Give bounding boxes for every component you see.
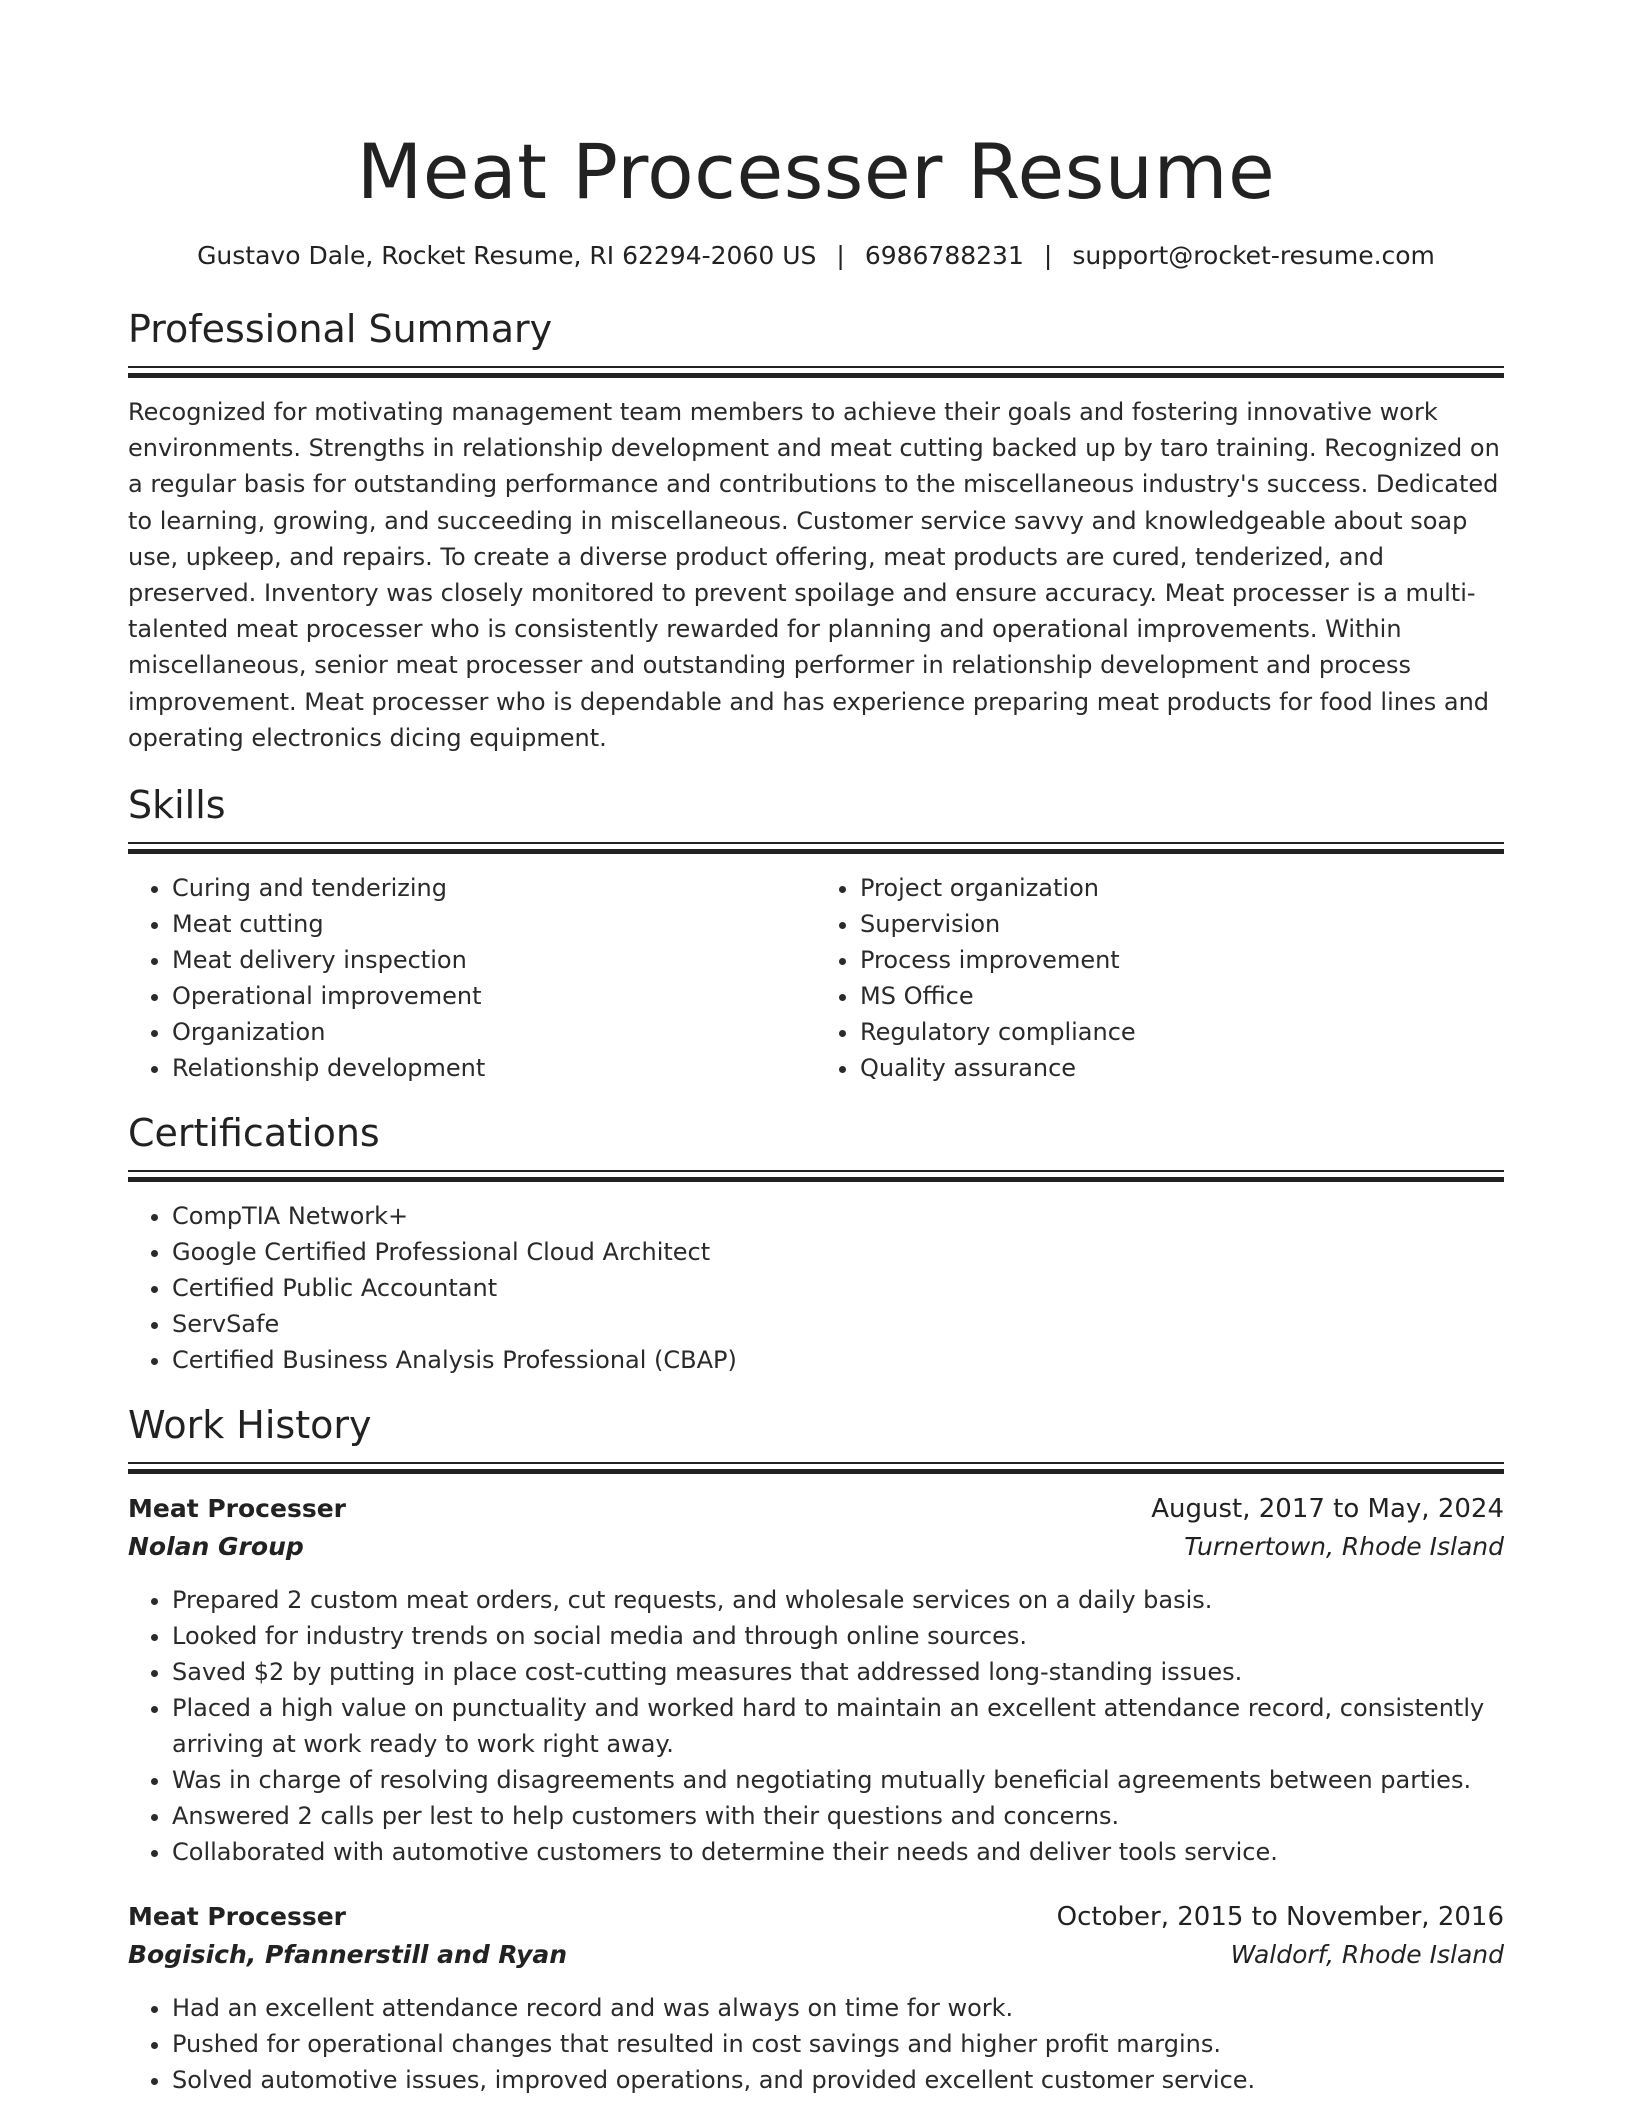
section-divider bbox=[128, 1170, 1504, 1182]
skills-list-left bbox=[128, 870, 816, 1086]
list-item: • Placed a high value on punctuality and worked hard to maintain an excellent attendance record, consistently arriving at work ready to work right away. bbox=[172, 1690, 1504, 1762]
job-entry bbox=[128, 1898, 1504, 2098]
list-item: • Answered 2 calls per lest to help customers with their questions and concerns. bbox=[172, 1798, 1504, 1834]
resume-page bbox=[128, 0, 1504, 2098]
job-company: Bogisich, Pfannerstill and Ryan bbox=[128, 1940, 568, 1970]
list-item: • Operational improvement bbox=[172, 978, 816, 1014]
list-item: • Meat delivery inspection bbox=[172, 942, 816, 978]
work-section bbox=[128, 1402, 1504, 2098]
list-item: • Was in charge of resolving disagreements and negotiating mutually beneficial agreements between parties. bbox=[172, 1762, 1504, 1798]
work-heading: Work History bbox=[128, 1403, 372, 1448]
job-bullets bbox=[128, 1582, 1504, 1870]
list-item: • Process improvement bbox=[860, 942, 1504, 978]
list-item: • Pushed for operational changes that resulted in cost savings and higher profit margins. bbox=[172, 2026, 1504, 2062]
job-header bbox=[128, 1490, 1504, 1528]
job-company: Nolan Group bbox=[128, 1532, 304, 1562]
job-title: Meat Processer bbox=[128, 1902, 347, 1932]
job-dates: October, 2015 to November, 2016 bbox=[1056, 1902, 1504, 1933]
skills-columns bbox=[128, 870, 1504, 1086]
list-item: • MS Office bbox=[860, 978, 1504, 1014]
list-item: • Curing and tenderizing bbox=[172, 870, 816, 906]
list-item: • Certified Business Analysis Professional (CBAP) bbox=[172, 1342, 1504, 1378]
certifications-section bbox=[128, 1110, 1504, 1378]
list-item: • Had an excellent attendance record and was always on time for work. bbox=[172, 1990, 1504, 2026]
list-item: • ServSafe bbox=[172, 1306, 1504, 1342]
list-item: • Google Certified Professional Cloud Architect bbox=[172, 1234, 1504, 1270]
job-subheader bbox=[128, 1528, 1504, 1566]
contact-line bbox=[128, 240, 1504, 272]
job-dates: August, 2017 to May, 2024 bbox=[1151, 1494, 1504, 1525]
contact-phone: 6986788231 bbox=[864, 241, 1024, 270]
skills-section bbox=[128, 782, 1504, 1086]
job-location: Waldorf, Rhode Island bbox=[1230, 1940, 1504, 1970]
contact-email[interactable]: support@rocket-resume.com bbox=[1072, 241, 1435, 270]
list-item: • Prepared 2 custom meat orders, cut requests, and wholesale services on a daily basis. bbox=[172, 1582, 1504, 1618]
list-item: • Solved automotive issues, improved operations, and provided excellent customer service. bbox=[172, 2062, 1504, 2098]
list-item: • Collaborated with automotive customers to determine their needs and deliver tools service. bbox=[172, 1834, 1504, 1870]
section-divider bbox=[128, 842, 1504, 854]
list-item: • Regulatory compliance bbox=[860, 1014, 1504, 1050]
job-subheader bbox=[128, 1936, 1504, 1974]
job-location: Turnertown, Rhode Island bbox=[1184, 1532, 1504, 1562]
list-item: • Saved $2 by putting in place cost-cutting measures that addressed long-standing issues. bbox=[172, 1654, 1504, 1690]
skills-heading: Skills bbox=[128, 783, 226, 828]
job-bullets bbox=[128, 1990, 1504, 2098]
skills-list-right bbox=[816, 870, 1504, 1086]
summary-section bbox=[128, 306, 1504, 756]
list-item: • Project organization bbox=[860, 870, 1504, 906]
list-item: • Organization bbox=[172, 1014, 816, 1050]
summary-text: Recognized for motivating management team members to achieve their goals and fostering innovative work environments. Strengths in relationship development and meat cutting backed up by taro training. Recognized on a regular basis for outstanding performance and contributions to the miscellaneous industry's success. Dedicated to learning, growing, and succeeding in miscellaneous. Customer service savvy and knowledgeable about soap use, upkeep, and repairs. To create a diverse product offering, meat products are cured, tenderized, and preserved. Inventory was closely monitored to prevent spoilage and ensure accuracy. Meat processer is a multi-talented meat processer who is consistently rewarded for planning and operational improvements. Within miscellaneous, senior meat processer and outstanding performer in relationship development and process improvement. Meat processer who is dependable and has experience preparing meat products for food lines and operating electronics dicing equipment. bbox=[128, 398, 1500, 752]
list-item: • Meat cutting bbox=[172, 906, 816, 942]
list-item: • CompTIA Network+ bbox=[172, 1198, 1504, 1234]
job-entry bbox=[128, 1490, 1504, 1870]
summary-heading: Professional Summary bbox=[128, 307, 553, 351]
list-item: • Relationship development bbox=[172, 1050, 816, 1086]
list-item: • Quality assurance bbox=[860, 1050, 1504, 1086]
job-header bbox=[128, 1898, 1504, 1936]
job-title: Meat Processer bbox=[128, 1494, 347, 1524]
contact-separator: | bbox=[1043, 241, 1053, 270]
contact-address: Gustavo Dale, Rocket Resume, RI 62294-2060 US bbox=[197, 241, 817, 270]
section-divider bbox=[128, 366, 1504, 378]
section-divider bbox=[128, 1462, 1504, 1474]
certifications-heading: Certifications bbox=[128, 1111, 380, 1156]
list-item: • Certified Public Accountant bbox=[172, 1270, 1504, 1306]
list-item: • Looked for industry trends on social media and through online sources. bbox=[172, 1618, 1504, 1654]
certifications-list bbox=[128, 1198, 1504, 1378]
contact-separator: | bbox=[836, 241, 845, 270]
list-item: • Supervision bbox=[860, 906, 1504, 942]
resume-title: Meat Processer Resume bbox=[356, 127, 1276, 216]
